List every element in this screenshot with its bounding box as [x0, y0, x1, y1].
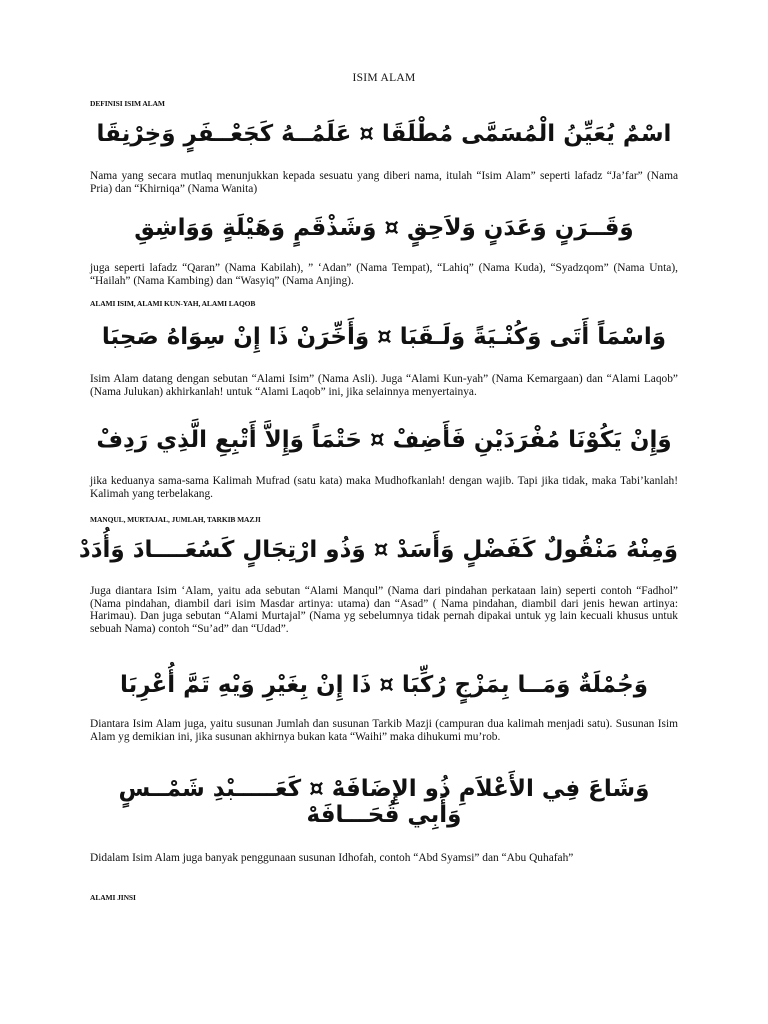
arabic-verse-6: وَجُمْلَةٌ وَمَــا بِمَزْجٍ رُكِّبَا ¤ ذَا إِنْ بِغَيْرِ وَيْهِ تَمَّ أُعْرِبَا	[119, 672, 649, 698]
page-title: ISIM ALAM	[352, 72, 416, 84]
arabic-verse-1: اسْمٌ يُعَيِّنُ الْمُسَمَّى مُطْلَقَا ¤ عَلَمُــهُ كَجَعْــفَرٍ وَخِرْنِقَا	[96, 121, 672, 147]
paragraph-7: Didalam Isim Alam juga banyak penggunaan susunan Idhofah, contoh “Abd Syamsi” dan “Abu Quhafah”	[90, 852, 574, 864]
arabic-verse-2: وَقَــرَنٍ وَعَدَنٍ وَلاَحِقٍ ¤ وَشَذْقَمٍ وَهَيْلَةٍ وَوَاشِقِ	[134, 215, 634, 241]
section-heading-alami: ALAMI ISIM, ALAMI KUN-YAH, ALAMI LAQOB	[90, 299, 256, 308]
arabic-verse-7: وَشَاعَ فِي الأَعْلاَمِ ذُو الإِضَافَهْ ¤ كَعَـــــبْدِ شَمْــسٍ وَأَبِي قُحَـــافَهْ	[118, 776, 650, 828]
paragraph-5: Juga diantara Isim ‘Alam, yaitu ada sebutan “Alami Manqul” (Nama dari pindahan perkataan lain) seperti contoh “Fadhol” (Nama pindahan, diambil dari isim Masdar artinya: utama) dan “Asad” ( Nama pindahan, diambil dari jenis hewan artinya: Harimau). Dan juga sebutan “Alami Murtajal” (Nama yg sebelumnya tidak pernah dipakai untuk yg lain kecuali khusus untuk sebuah Nama) contoh “Su’ad” dan “Udad”.	[90, 585, 678, 635]
arabic-verse-4: وَإِنْ يَكُوْنَا مُفْرَدَيْنِ فَأَضِفْ ¤ حَتْمَاً وَإِلاَّ أَتْبِعِ الَّذِي رَدِفْ	[96, 427, 672, 453]
arabic-verse-5: وَمِنْهُ مَنْقُولٌ كَفَضْلٍ وَأَسَدْ ¤ وَذُو ارْتِجَالٍ كَسُعَــــادَ وَأُدَدْ	[78, 537, 678, 563]
paragraph-2: juga seperti lafadz “Qaran” (Nama Kabilah), ” ‘Adan” (Nama Tempat), “Lahiq” (Nama Kuda), “Syadzqom” (Nama Unta), “Hailah” (Nama Kambing) dan “Wasyiq” (Nama Anjing).	[90, 262, 678, 287]
paragraph-1: Nama yang secara mutlaq menunjukkan kepada sesuatu yang diberi nama, itulah “Isim Alam” seperti lafadz “Ja’far” (Nama Pria) dan “Khirniqa” (Nama Wanita)	[90, 170, 678, 195]
paragraph-4: jika keduanya sama-sama Kalimah Mufrad (satu kata) maka Mudhofkanlah! dengan wajib. Tapi jika tidak, maka Tabi’kanlah! Kalimah yang terbelakang.	[90, 475, 678, 500]
section-heading-definisi: DEFINISI ISIM ALAM	[90, 99, 165, 108]
paragraph-3: Isim Alam datang dengan sebutan “Alami Isim” (Nama Asli). Juga “Alami Kun-yah” (Nama Kemargaan) dan “Alami Laqob” (Nama Julukan) akhirkanlah! untuk “Alami Laqob” ini, jika selainnya menyertainya.	[90, 373, 678, 398]
paragraph-6: Diantara Isim Alam juga, yaitu susunan Jumlah dan susunan Tarkib Mazji (campuran dua kalimah menjadi satu). Susunan Isim Alam yg demikian ini, jika susunan akhirnya bukan kata “Waihi” maka dihukumi mu’rob.	[90, 718, 678, 743]
section-heading-jinsi: ALAMI JINSI	[90, 893, 136, 902]
section-heading-manqul: MANQUL, MURTAJAL, JUMLAH, TARKIB MAZJI	[90, 515, 261, 524]
arabic-verse-3: وَاسْمَاً أَتَى وَكُنْـيَةً وَلَـقَبَا ¤ وَأَخِّرَنْ ذَا إِنْ سِوَاهُ صَحِبَا	[101, 324, 667, 350]
